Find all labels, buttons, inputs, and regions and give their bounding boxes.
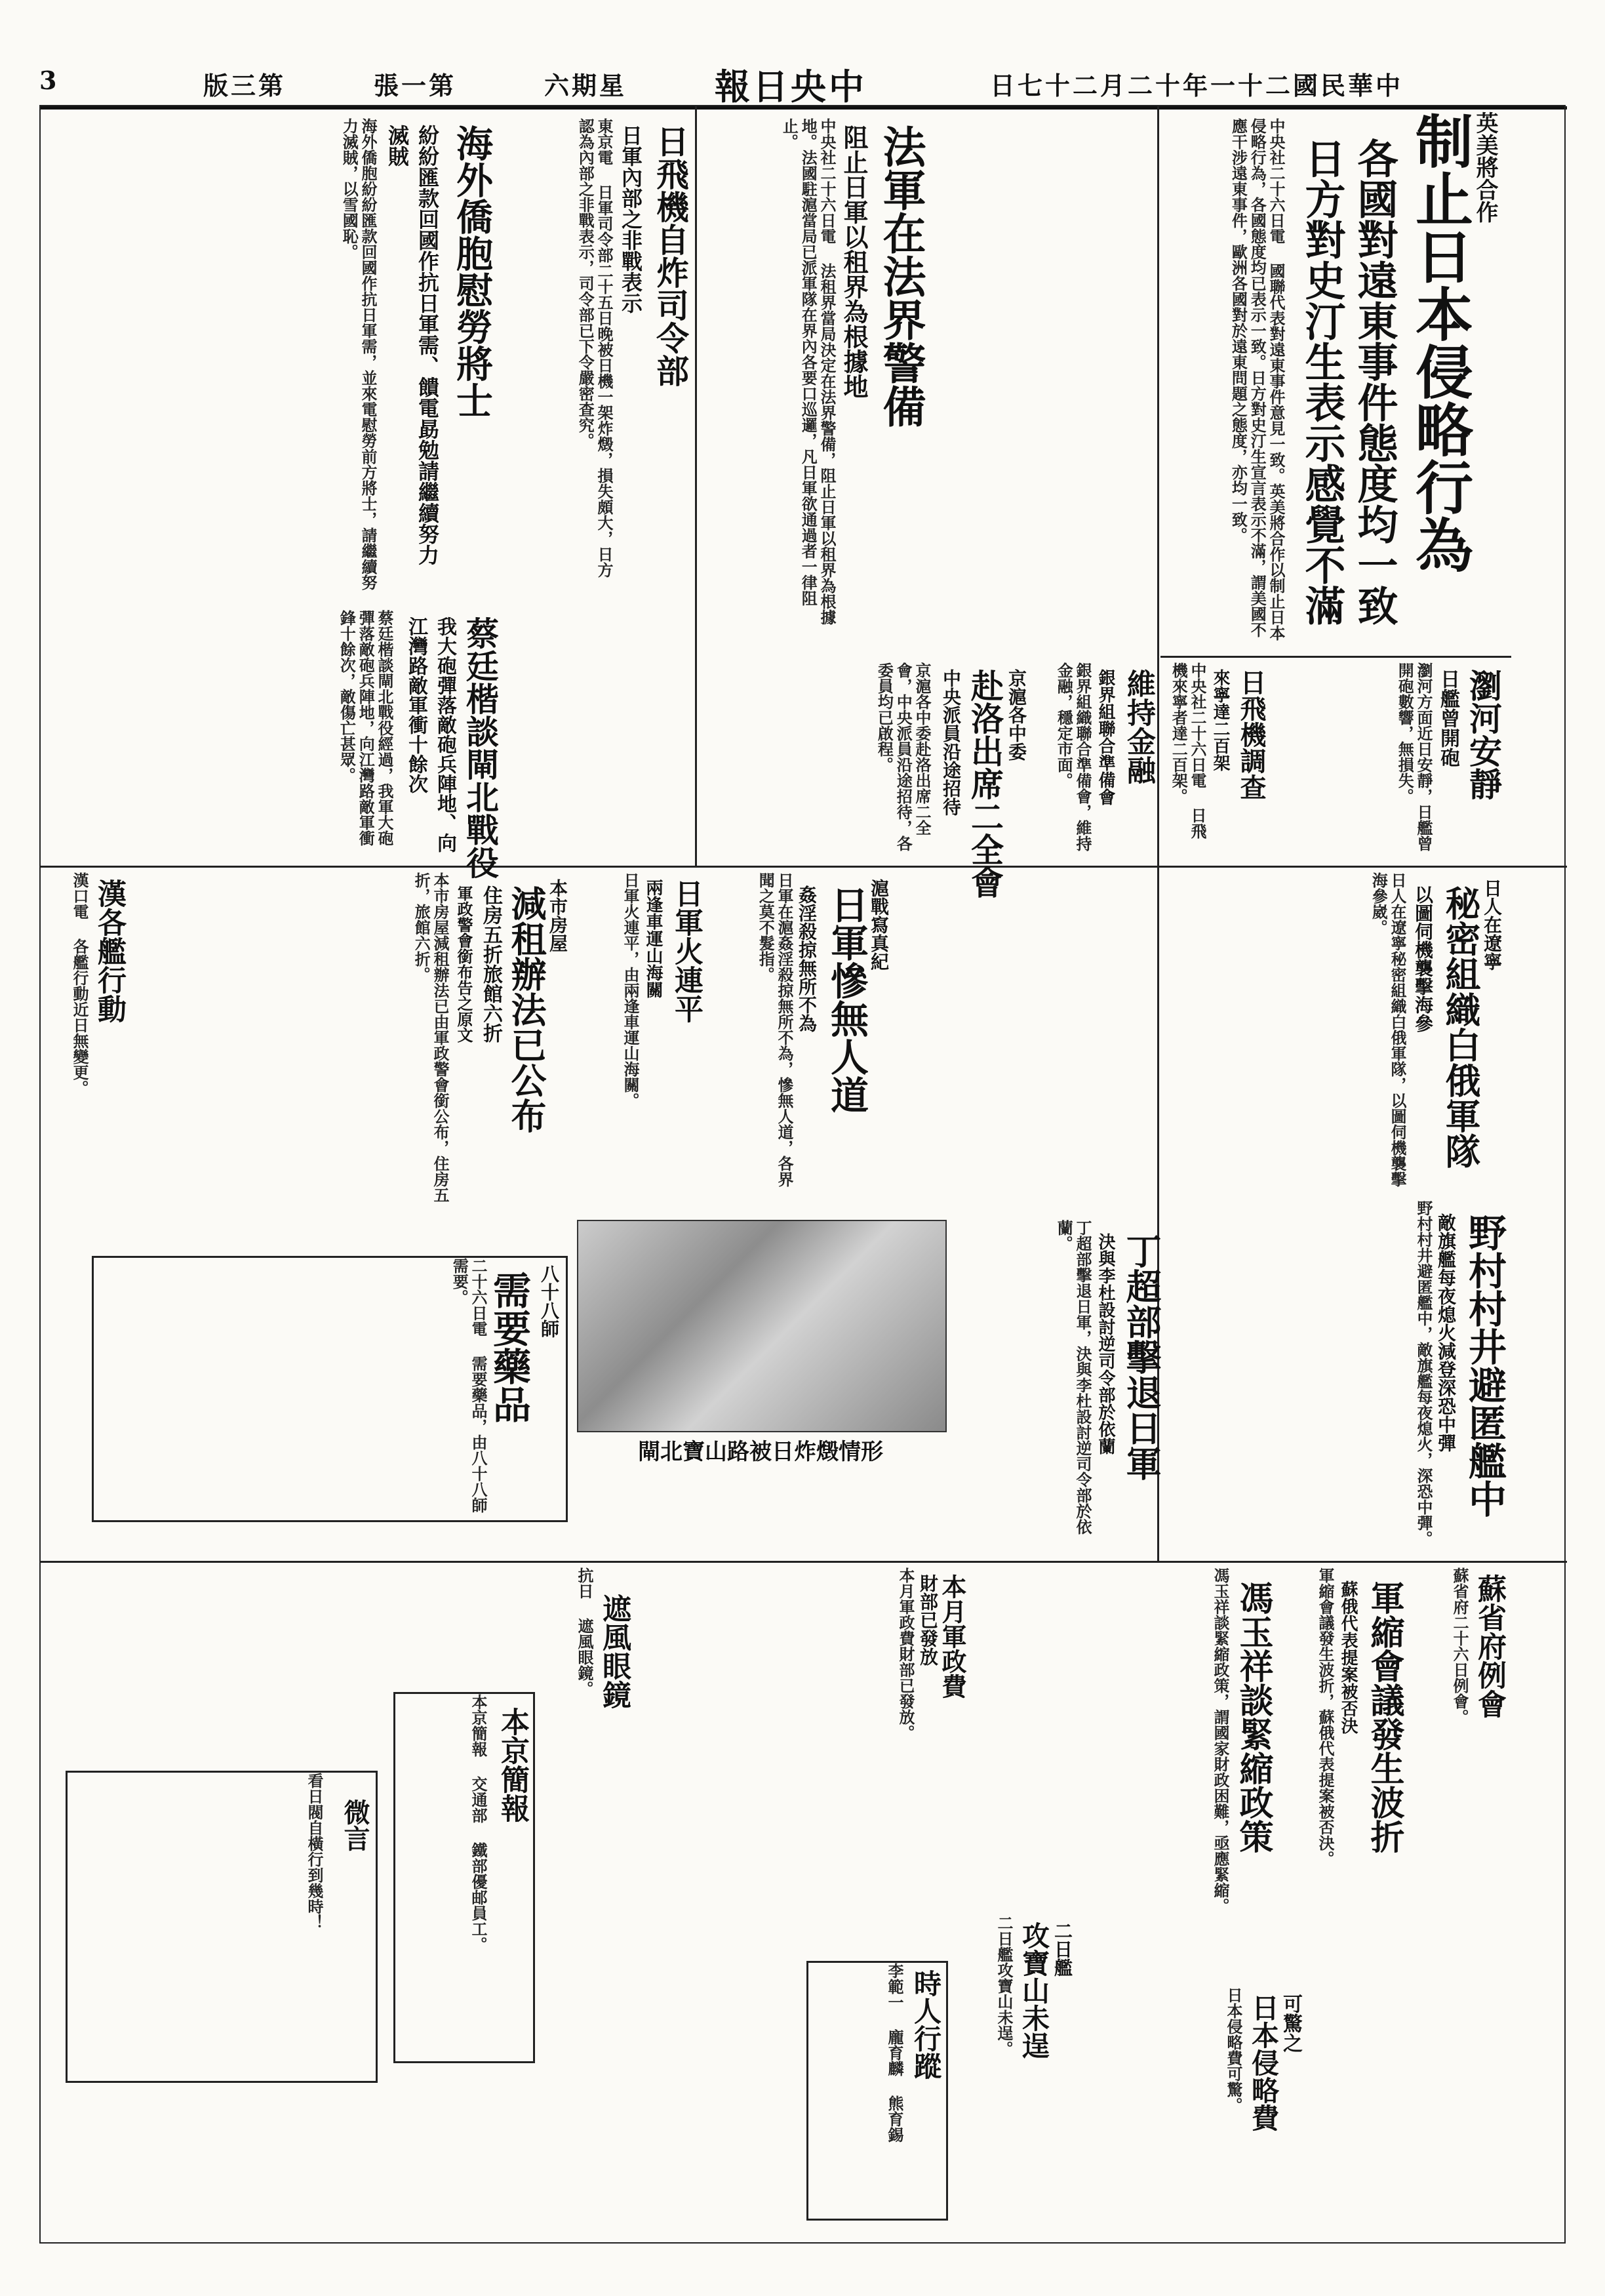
masthead: 報日央中 [715, 66, 867, 108]
finance-subtitle: 銀界組聯合準備會 [1096, 669, 1115, 805]
airplane-survey-title: 日飛機調查 [1236, 669, 1267, 800]
budget-title: 財部已發放 [917, 1574, 939, 1666]
column-title: 微言 [340, 1799, 370, 1851]
white-russian-story [1167, 872, 1505, 1194]
overseas-title: 海外僑胞慰勞將士 [450, 125, 494, 418]
top-story-subhead-1: 各國對遠東事件態度均一致 [1351, 138, 1398, 626]
aircraft-body: 東京電 日軍司令部二十五日晚被日機一架炸燬，損失頗大，日方認為內部之非戰表示，司令部已下令嚴密查究。 [576, 118, 614, 578]
people-story [806, 1961, 948, 2221]
railway-story [577, 872, 702, 1187]
ad-title: 需要藥品 [486, 1271, 531, 1423]
ding-title: 丁超部擊退日軍 [1120, 1233, 1162, 1481]
rent-subtitle: 住房五折旅館六折 [479, 885, 502, 1043]
white-russian-body: 日人在遼寧秘密組織白俄軍隊，以圖伺機襲擊海參崴。 [1369, 872, 1407, 1187]
disarm-subtitle: 蘇俄代表提案被否決 [1338, 1581, 1358, 1734]
aircraft-subtitle: 日軍內部之非戰表示 [618, 125, 643, 313]
baoshan-title: 攻寶山未逞 [1018, 1922, 1050, 2059]
tsai-subtitle: 我大砲彈落敵砲兵陣地、向江灣路敵軍衝十餘次 [405, 616, 456, 853]
people-title: 時人行蹤 [910, 1969, 942, 2080]
luoyang-subtitle: 中央派員沿途招待 [940, 669, 962, 816]
divider [39, 866, 1567, 868]
aircraft-story [498, 111, 688, 603]
feng-body: 馮玉祥談緊縮政策，謂國家財政困難，亟應緊縮。 [1211, 1567, 1230, 1914]
aggression-title: 日本侵略費 [1248, 1994, 1280, 2131]
sheet-label: 張一第 [374, 71, 457, 100]
budget-kicker: 本月軍政費 [938, 1574, 967, 1699]
feng-title: 馮玉祥談緊縮政策 [1233, 1581, 1273, 1853]
hanfu-story [46, 872, 125, 1148]
white-russian-title: 秘密組織白俄軍隊 [1440, 885, 1482, 1169]
nomura-body: 野村村井避匿艦中，敵旗艦每夜熄火，深恐中彈。 [1414, 1200, 1433, 1546]
luoyang-story [702, 662, 1029, 898]
liuhe-subtitle: 日艦曾開砲 [1437, 669, 1459, 767]
ad-kicker: 八十八師 [538, 1264, 560, 1338]
luoyang-title: 赴洛出席二全會 [966, 669, 1004, 898]
rent-title: 減租辦法已公布 [505, 885, 547, 1133]
hanfu-title: 漢各艦行動 [92, 879, 126, 1023]
liuhe-story [1272, 662, 1501, 859]
glasses-story [538, 1567, 629, 1974]
luoyang-kicker: 京滬各中委 [1006, 669, 1027, 761]
atrocity-story [708, 872, 892, 1213]
railway-body: 日軍火連平，由兩逢車運山海關。 [621, 872, 640, 1108]
rent-body: 本市房屋減租辦法已由軍政警會銜公布，住房五折，旅館六折。 [412, 872, 450, 1203]
tsai-title: 蔡廷楷談閘北戰役 [461, 616, 500, 879]
rent-kicker: 本市房屋 [547, 879, 568, 952]
ding-subtitle: 決與李杜設討逆司令部於依蘭 [1096, 1233, 1115, 1455]
header-bar [39, 60, 1567, 110]
disarm-story [1278, 1567, 1403, 1974]
baoshan-body: 二日艦攻寶山未逞。 [995, 1915, 1014, 2057]
top-story-headline: 制止日本侵略行為 [1406, 111, 1475, 573]
finance-body: 銀界組織聯合準備會，維持金融，穩定市面。 [1054, 662, 1092, 851]
glasses-title: 遮風眼鏡 [597, 1594, 631, 1709]
page-mark: 3 [39, 66, 60, 95]
baoshan-kicker: 二日艦 [1052, 1922, 1073, 1977]
aircraft-title: 日飛機自炸司令部 [651, 125, 690, 387]
top-story-kicker: 英美將合作 [1472, 111, 1498, 223]
people-body: 李範一 龐育麟 熊育錫 [885, 1963, 904, 2143]
nomura-story [1167, 1200, 1505, 1554]
disarm-title: 軍縮會議發生波折 [1364, 1581, 1404, 1853]
top-story-body: 中央社二十六日電 國聯代表對遠東事件意見一致。英美將合作以制止日本侵略行為，各國態度均已表示一致。日方對史汀生宣言表示不滿，謂美國不應干涉遠東事件，歐洲各國對於遠東問題之態度，亦均一致。 [1229, 118, 1286, 641]
disarm-body: 軍縮會議發生波折，蘇俄代表提案被否決。 [1316, 1567, 1335, 1866]
baoshan-story [951, 1915, 1075, 2217]
column-body: 看日閥自橫行到幾時！ [305, 1773, 324, 1930]
aggression-kicker: 可驚之 [1279, 1994, 1302, 2053]
suzhou-body: 蘇省府二十六日例會。 [1450, 1567, 1469, 1725]
top-story [931, 111, 1501, 656]
atrocity-title: 日軍慘無人道 [824, 885, 869, 1114]
france-subtitle: 阻止日軍以租界為根據地 [839, 125, 869, 399]
tsai-story [131, 610, 500, 879]
weekday-label: 六期星 [544, 71, 627, 100]
nanjing-brief-body: 本京簡報 交通部 鐵部優邮員工。 [469, 1694, 488, 1952]
ad-body: 二十六日電 需要藥品，由八十八師需要。 [450, 1258, 488, 1513]
hanfu-body: 漢口電 各艦行動近日無變更。 [70, 872, 89, 1096]
france-story [708, 111, 924, 649]
medicine-ad [92, 1256, 568, 1522]
nanjing-brief-title: 本京簡報 [496, 1707, 529, 1823]
finance-story [1036, 662, 1154, 859]
railway-subtitle: 兩逢車運山海關 [643, 879, 663, 998]
suzhou-story [1410, 1567, 1505, 1974]
airplane-survey-body: 中央社二十六日電 日飛機來寧者達二百架。 [1169, 662, 1207, 839]
overseas-body: 海外僑胞紛紛匯款回國作抗日軍需，並來電慰勞前方將士，請繼續努力滅賊，以雪國恥。 [340, 118, 378, 590]
aggression-story [1180, 1987, 1305, 2223]
budget-body: 本月軍政費財部已發放。 [896, 1567, 915, 1741]
ding-story [957, 1220, 1160, 1554]
france-title: 法軍在法界警備 [875, 125, 926, 428]
photo-caption: 閘北寶山路被日炸燬情形 [638, 1439, 883, 1465]
divider [1160, 656, 1511, 658]
column-story [66, 1771, 378, 2083]
atrocity-kicker: 滬戰寫真紀 [868, 879, 890, 971]
railway-title: 日軍火連平 [669, 879, 703, 1023]
photo-area [577, 1207, 944, 1465]
overseas-story [46, 111, 492, 603]
airplane-survey-subtitle: 來寧達二百架 [1210, 669, 1230, 771]
rent-story [367, 872, 570, 1233]
ding-body: 丁超部擊退日軍，決與李杜設討逆司令部於依蘭。 [1054, 1220, 1092, 1535]
france-body: 中央社二十六日電 法租界當局決定在法界警備，阻止日軍以租界為根據地。法國駐滬當局已派軍隊在界內各要口巡邏，凡日軍欲通過者一律阻止。 [780, 118, 837, 625]
feng-story [1115, 1567, 1272, 1974]
liuhe-body: 瀏河方面近日安靜，日艦曾開砲數響，無損失。 [1395, 662, 1433, 851]
airplane-survey-story [1164, 662, 1265, 859]
atrocity-body: 日軍在滬姦淫殺掠無所不為，慘無人道，各界聞之莫不髮指。 [756, 872, 794, 1187]
atrocity-subtitle: 姦淫殺掠無所不為 [796, 885, 818, 1032]
suzhou-title: 蘇省府例會 [1473, 1574, 1506, 1718]
divider [695, 105, 697, 866]
divider [39, 1561, 1567, 1563]
nanjing-brief-story [393, 1692, 535, 2063]
nomura-title: 野村村井避匿艦中 [1462, 1213, 1507, 1518]
liuhe-title: 瀏河安靜 [1464, 669, 1503, 800]
top-story-subhead-2: 日方對史汀生表示感覺不滿 [1298, 138, 1346, 626]
nomura-subtitle: 敵旗艦每夜熄火減登深恐中彈 [1435, 1213, 1457, 1452]
glasses-body: 抗日 遮風眼鏡。 [575, 1567, 594, 1697]
white-russian-subtitle: 以圖伺機襲擊海參 [1412, 885, 1434, 1032]
luoyang-body: 京滬各中委赴洛出席二全會，中央派員沿途招待，各委員均已啟程。 [875, 662, 932, 851]
aggression-body: 日本侵略費可驚。 [1224, 1987, 1243, 2113]
date-label: 日七十二月二十年一十二國民華中 [990, 71, 1404, 100]
rent-subtitle-2: 軍政警會銜布告之原文 [454, 885, 473, 1043]
finance-title: 維持金融 [1122, 669, 1155, 784]
section-label: 版三第 [203, 71, 287, 100]
budget-story [865, 1567, 970, 1908]
tsai-body: 蔡廷楷談閘北戰役經過，我軍大砲彈落敵砲兵陣地，向江灣路敵軍衝鋒十餘次，敵傷亡甚眾。 [337, 610, 394, 846]
white-russian-kicker: 日人在遼寧 [1481, 879, 1503, 971]
overseas-subtitle: 紛紛匯款回國作抗日軍需、饋電勗勉請繼續努力滅賊 [385, 125, 440, 565]
